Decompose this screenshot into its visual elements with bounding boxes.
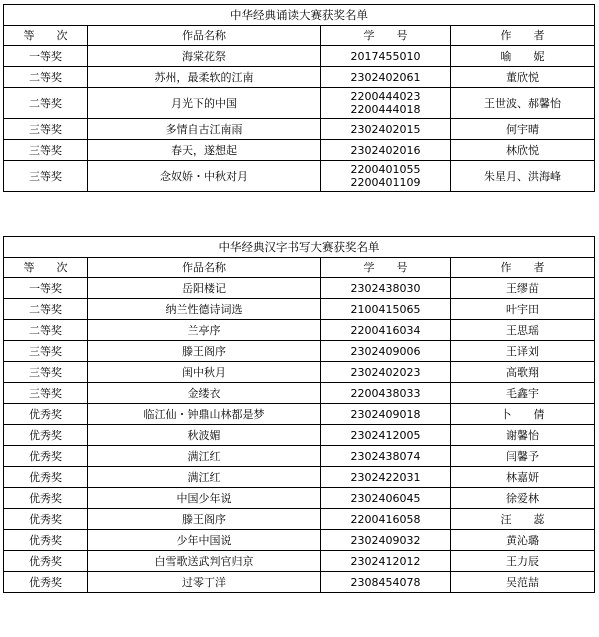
work-title-cell: 念奴娇・中秋对月 bbox=[88, 161, 321, 192]
award-rank-cell: 优秀奖 bbox=[4, 530, 88, 551]
student-id-cell: 2100415065 bbox=[321, 299, 451, 320]
award-rank-cell: 三等奖 bbox=[4, 362, 88, 383]
student-id-cell: 2302402023 bbox=[321, 362, 451, 383]
award-rank-cell: 优秀奖 bbox=[4, 467, 88, 488]
table-title: 中华经典诵读大赛获奖名单 bbox=[4, 5, 595, 26]
column-header-work: 作品名称 bbox=[88, 258, 321, 278]
student-id-cell: 2302406045 bbox=[321, 488, 451, 509]
award-rank-cell: 一等奖 bbox=[4, 278, 88, 299]
student-id-cell: 2200444023 2200444018 bbox=[321, 88, 451, 119]
award-rank-cell: 三等奖 bbox=[4, 140, 88, 161]
work-title-cell: 少年中国说 bbox=[88, 530, 321, 551]
student-id-cell: 2302409006 bbox=[321, 341, 451, 362]
award-rank-cell: 三等奖 bbox=[4, 341, 88, 362]
author-cell: 黄沁璐 bbox=[451, 530, 595, 551]
author-cell: 林欣悦 bbox=[451, 140, 595, 161]
table-row bbox=[4, 46, 595, 67]
table-row bbox=[4, 161, 595, 192]
table-row bbox=[4, 551, 595, 572]
author-cell: 王思瑶 bbox=[451, 320, 595, 341]
author-cell: 林嘉妍 bbox=[451, 467, 595, 488]
table-row bbox=[4, 278, 595, 299]
table-row bbox=[4, 362, 595, 383]
award-rank-cell: 优秀奖 bbox=[4, 404, 88, 425]
calligraphy-award-table bbox=[3, 236, 595, 593]
award-rank-cell: 优秀奖 bbox=[4, 572, 88, 593]
work-title-cell: 月光下的中国 bbox=[88, 88, 321, 119]
table-row bbox=[4, 530, 595, 551]
work-title-cell: 秋波媚 bbox=[88, 425, 321, 446]
work-title-cell: 纳兰性德诗词选 bbox=[88, 299, 321, 320]
award-rank-cell: 三等奖 bbox=[4, 383, 88, 404]
table-row bbox=[4, 88, 595, 119]
column-header-work: 作品名称 bbox=[88, 26, 321, 46]
student-id-cell: 2302409032 bbox=[321, 530, 451, 551]
student-id-cell: 2302412012 bbox=[321, 551, 451, 572]
student-id-cell: 2308454078 bbox=[321, 572, 451, 593]
work-title-cell: 苏州，最柔软的江南 bbox=[88, 67, 321, 88]
award-rank-cell: 一等奖 bbox=[4, 46, 88, 67]
column-header-rank: 等 次 bbox=[4, 26, 88, 46]
author-cell: 徐爱林 bbox=[451, 488, 595, 509]
table-row bbox=[4, 383, 595, 404]
table-row bbox=[4, 446, 595, 467]
author-cell: 董欣悦 bbox=[451, 67, 595, 88]
table-row bbox=[4, 467, 595, 488]
table-row bbox=[4, 140, 595, 161]
table-title: 中华经典汉字书写大赛获奖名单 bbox=[4, 237, 595, 258]
author-cell: 卜 倩 bbox=[451, 404, 595, 425]
work-title-cell: 滕王阁序 bbox=[88, 341, 321, 362]
table-row bbox=[4, 299, 595, 320]
author-cell: 朱星月、洪海峰 bbox=[451, 161, 595, 192]
award-rank-cell: 二等奖 bbox=[4, 320, 88, 341]
award-rank-cell: 优秀奖 bbox=[4, 509, 88, 530]
table-row bbox=[4, 425, 595, 446]
award-rank-cell: 二等奖 bbox=[4, 67, 88, 88]
column-header-student-id: 学 号 bbox=[321, 26, 451, 46]
award-rank-cell: 优秀奖 bbox=[4, 425, 88, 446]
column-header-rank: 等 次 bbox=[4, 258, 88, 278]
table-row bbox=[4, 320, 595, 341]
work-title-cell: 闺中秋月 bbox=[88, 362, 321, 383]
author-cell: 叶宇田 bbox=[451, 299, 595, 320]
student-id-cell: 2302438074 bbox=[321, 446, 451, 467]
work-title-cell: 临江仙・钟鼎山林都是梦 bbox=[88, 404, 321, 425]
work-title-cell: 海棠花祭 bbox=[88, 46, 321, 67]
table-row bbox=[4, 404, 595, 425]
student-id-cell: 2302402015 bbox=[321, 119, 451, 140]
work-title-cell: 兰亭序 bbox=[88, 320, 321, 341]
work-title-cell: 岳阳楼记 bbox=[88, 278, 321, 299]
student-id-cell: 2200416034 bbox=[321, 320, 451, 341]
author-cell: 高歌翔 bbox=[451, 362, 595, 383]
table-row bbox=[4, 509, 595, 530]
award-rank-cell: 二等奖 bbox=[4, 88, 88, 119]
table-row bbox=[4, 341, 595, 362]
author-cell: 王世波、郝馨怡 bbox=[451, 88, 595, 119]
author-cell: 吴范喆 bbox=[451, 572, 595, 593]
work-title-cell: 春天，遂想起 bbox=[88, 140, 321, 161]
work-title-cell: 多情自古江南雨 bbox=[88, 119, 321, 140]
award-rank-cell: 二等奖 bbox=[4, 299, 88, 320]
author-cell: 汪 蕊 bbox=[451, 509, 595, 530]
work-title-cell: 满江红 bbox=[88, 446, 321, 467]
work-title-cell: 滕王阁序 bbox=[88, 509, 321, 530]
table-row bbox=[4, 119, 595, 140]
student-id-cell: 2302409018 bbox=[321, 404, 451, 425]
author-cell: 闫馨予 bbox=[451, 446, 595, 467]
work-title-cell: 中国少年说 bbox=[88, 488, 321, 509]
work-title-cell: 过零丁洋 bbox=[88, 572, 321, 593]
award-rank-cell: 优秀奖 bbox=[4, 551, 88, 572]
column-header-author: 作 者 bbox=[451, 26, 595, 46]
student-id-cell: 2200416058 bbox=[321, 509, 451, 530]
student-id-cell: 2200438033 bbox=[321, 383, 451, 404]
author-cell: 谢馨怡 bbox=[451, 425, 595, 446]
recitation-award-table bbox=[3, 4, 595, 192]
student-id-cell: 2302412005 bbox=[321, 425, 451, 446]
student-id-cell: 2302438030 bbox=[321, 278, 451, 299]
student-id-cell: 2302402016 bbox=[321, 140, 451, 161]
author-cell: 王缪苗 bbox=[451, 278, 595, 299]
award-rank-cell: 三等奖 bbox=[4, 161, 88, 192]
table-row bbox=[4, 67, 595, 88]
student-id-cell: 2017455010 bbox=[321, 46, 451, 67]
author-cell: 王译刘 bbox=[451, 341, 595, 362]
award-rank-cell: 三等奖 bbox=[4, 119, 88, 140]
award-rank-cell: 优秀奖 bbox=[4, 488, 88, 509]
work-title-cell: 白雪歌送武判官归京 bbox=[88, 551, 321, 572]
student-id-cell: 2200401055 2200401109 bbox=[321, 161, 451, 192]
work-title-cell: 满江红 bbox=[88, 467, 321, 488]
column-header-student-id: 学 号 bbox=[321, 258, 451, 278]
student-id-cell: 2302422031 bbox=[321, 467, 451, 488]
award-rank-cell: 优秀奖 bbox=[4, 446, 88, 467]
author-cell: 喻 妮 bbox=[451, 46, 595, 67]
column-header-author: 作 者 bbox=[451, 258, 595, 278]
author-cell: 毛鑫宇 bbox=[451, 383, 595, 404]
table-row bbox=[4, 488, 595, 509]
table-row bbox=[4, 572, 595, 593]
author-cell: 王力辰 bbox=[451, 551, 595, 572]
work-title-cell: 金缕衣 bbox=[88, 383, 321, 404]
student-id-cell: 2302402061 bbox=[321, 67, 451, 88]
author-cell: 何宇晴 bbox=[451, 119, 595, 140]
